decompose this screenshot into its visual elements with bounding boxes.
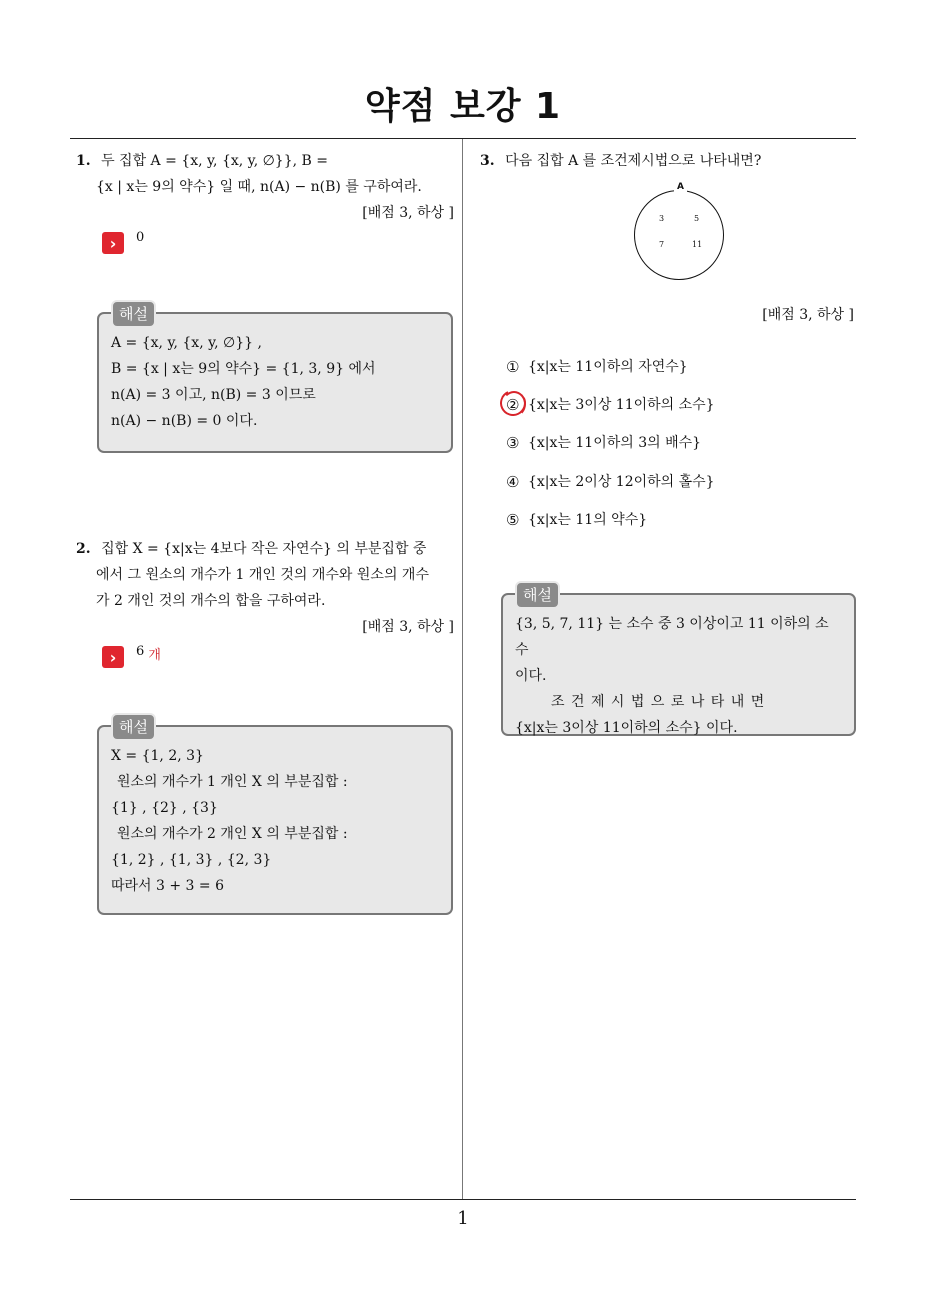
venn-circle xyxy=(634,190,724,280)
chevron-right-icon: › xyxy=(102,646,124,668)
venn-element: 3 xyxy=(659,214,665,223)
question-1 xyxy=(76,148,454,226)
venn-diagram xyxy=(634,182,726,282)
choice-text: {x|x는 3이상 11이하의 소수} xyxy=(528,397,715,413)
choice-5[interactable] xyxy=(506,509,647,531)
solution-2-line: 원소의 개수가 1 개인 X 의 부분집합 : xyxy=(117,774,348,790)
solution-tag-3: 해설 xyxy=(515,581,560,609)
top-rule xyxy=(70,138,856,139)
question-3-number: 3. xyxy=(480,153,495,169)
page-title: 약점 보강 1 xyxy=(364,86,562,127)
answer-2 xyxy=(102,644,161,668)
answer-2-value: 6 xyxy=(136,644,145,659)
choice-text: {x|x는 11의 약수} xyxy=(528,512,648,528)
venn-set-label: A xyxy=(674,182,687,192)
solution-2-line: X = {1, 2, 3} xyxy=(111,748,204,764)
choice-text: {x|x는 11이하의 3의 배수} xyxy=(528,435,702,451)
question-2-score: [배점 3, 하상 ] xyxy=(362,619,454,635)
question-3 xyxy=(480,148,856,174)
choice-1[interactable] xyxy=(506,356,688,378)
choice-4[interactable] xyxy=(506,471,715,493)
question-1-line1: 1. 두 집합 A = {x, y, {x, y, ∅}}, B = xyxy=(76,153,328,169)
choice-text: {x|x는 2이상 12이하의 홀수} xyxy=(528,474,715,490)
solution-box-1 xyxy=(97,305,453,453)
choice-number: ⑤ xyxy=(506,511,520,529)
question-2-line2: 에서 그 원소의 개수가 1 개인 것의 개수와 원소의 개수 xyxy=(96,567,429,583)
question-2-line1: 2. 집합 X = {x|x는 4보다 작은 자연수} 의 부분집합 중 xyxy=(76,541,427,557)
choice-2[interactable] xyxy=(506,394,715,416)
solution-2-line: {1, 2} , {1, 3} , {2, 3} xyxy=(111,852,272,868)
solution-3-line: {3, 5, 7, 11} 는 소수 중 3 이상이고 11 이하의 소수 xyxy=(515,616,829,658)
venn-element: 5 xyxy=(694,214,700,223)
question-1-number: 1. xyxy=(76,153,91,169)
answer-1-value: 0 xyxy=(136,230,145,245)
page-number: 1 xyxy=(457,1208,469,1229)
solution-3-line: 이다. xyxy=(515,668,547,684)
solution-1-line: n(A) − n(B) = 0 이다. xyxy=(111,413,258,429)
question-1-score: [배점 3, 하상 ] xyxy=(362,205,454,221)
solution-box-2 xyxy=(97,718,453,915)
choice-number: ① xyxy=(506,358,520,376)
choice-number: ④ xyxy=(506,473,520,491)
question-2-number: 2. xyxy=(76,541,91,557)
choice-number: ③ xyxy=(506,434,520,452)
question-3-score: [배점 3, 하상 ] xyxy=(762,307,854,323)
solution-2-line: 따라서 3 + 3 = 6 xyxy=(111,878,225,894)
solution-2-line: 원소의 개수가 2 개인 X 의 부분집합 : xyxy=(117,826,348,842)
question-2-line3: 가 2 개인 것의 개수의 합을 구하여라. xyxy=(96,593,326,609)
answer-1 xyxy=(102,230,144,254)
choice-number-marked: ② xyxy=(506,394,528,416)
solution-1-line: A = {x, y, {x, y, ∅}} , xyxy=(111,335,262,351)
solution-2-line: {1} , {2} , {3} xyxy=(111,800,218,816)
solution-tag-2: 해설 xyxy=(111,713,156,741)
venn-element: 7 xyxy=(659,240,665,249)
solution-box-3 xyxy=(501,586,856,736)
chevron-right-icon: › xyxy=(102,232,124,254)
solution-1-line: n(A) = 3 이고, n(B) = 3 이므로 xyxy=(111,387,316,403)
venn-element: 11 xyxy=(692,240,703,249)
answer-2-unit: 개 xyxy=(148,648,161,663)
bottom-rule xyxy=(70,1199,856,1200)
question-3-line: 3. 다음 집합 A 를 조건제시법으로 나타내면? xyxy=(480,153,762,169)
solution-tag-1: 해설 xyxy=(111,300,156,328)
solution-1-line: B = {x | x는 9의 약수} = {1, 3, 9} 에서 xyxy=(111,361,376,377)
column-divider xyxy=(462,139,463,1199)
solution-3-line: 조 건 제 시 법 으 로 나 타 내 면 xyxy=(551,694,765,710)
solution-3-line: {x|x는 3이상 11이하의 소수} 이다. xyxy=(515,720,738,736)
choice-3[interactable] xyxy=(506,432,701,454)
question-2 xyxy=(76,536,454,640)
question-1-line2: {x | x는 9의 약수} 일 때, n(A) − n(B) 를 구하여라. xyxy=(96,179,422,195)
choice-text: {x|x는 11이하의 자연수} xyxy=(528,359,688,375)
